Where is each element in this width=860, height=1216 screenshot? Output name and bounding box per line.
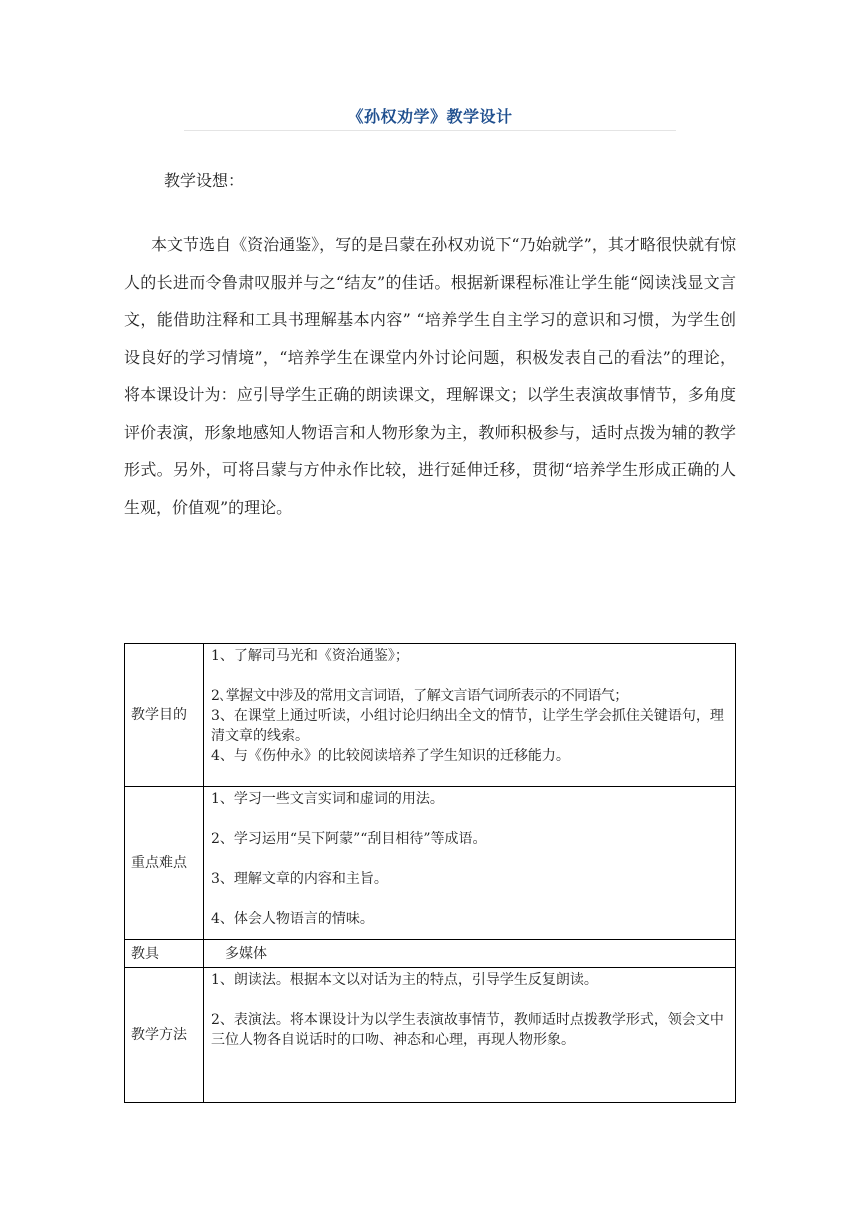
intro-paragraph: 本文节选自《资治通鉴》，写的是吕蒙在孙权劝说下“乃始就学”，其才略很快就有惊人的长进而令鲁肃叹服并与之“结友”的佳话。根据新课程标准让学生能“阅读浅显文言文，能借助注释和工具书理解基本内容” “培养学生自主学习的意识和习惯，为学生创设良好的学习情境”，“培养学生在课堂内外讨论问题，积极发表自己的看法”的理论，将本课设计为：应引导学生正确的朗读课文，理解课文；以学生表演故事情节，多角度评价表演，形象地感知人物语言和人物形象为主，教师积极参与，适时点拨为辅的教学形式。另外，可将吕蒙与方仲永作比较，进行延伸迁移，贯彻“培养学生形成正确的人生观，价值观”的理论。 <box>124 235 736 517</box>
goals-content <box>204 644 736 787</box>
title-divider <box>184 130 676 131</box>
tools-label: 教具 <box>125 940 204 968</box>
lesson-plan-table <box>124 643 736 1103</box>
key-points-item-2: 2、学习运用“吴下阿蒙”“刮目相待”等成语。 <box>211 831 487 847</box>
goals-item-2: 2､掌握文中涉及的常用文言词语，了解文言语气词所表示的不同语气； <box>211 688 628 704</box>
methods-label: 教学方法 <box>125 968 204 1103</box>
goals-item-3: 3、在课堂上通过听读，小组讨论归纳出全文的情节，让学生学会抓住关键语句，理清文章的线索。 <box>211 708 724 744</box>
methods-content <box>204 968 736 1103</box>
document-title: 《孙权劝学》教学设计 <box>347 107 513 126</box>
goals-item-1: 1、了解司马光和《资治通鉴》； <box>211 648 409 664</box>
key-points-item-3: 3、理解文章的内容和主旨。 <box>211 871 388 887</box>
table-row-methods <box>125 968 736 1103</box>
key-points-content <box>204 787 736 940</box>
key-points-item-4: 4、体会人物语言的情味。 <box>211 911 374 927</box>
table-row-tools <box>125 940 736 968</box>
methods-item-1: 1、朗读法。根据本文以对话为主的特点，引导学生反复朗读。 <box>211 972 598 988</box>
goals-label: 教学目的 <box>125 644 204 787</box>
key-points-item-1: 1、学习一些文言实词和虚词的用法。 <box>211 791 444 807</box>
table-row-goals <box>125 644 736 787</box>
section-label-teaching-idea: 教学设想： <box>164 171 245 190</box>
methods-item-2: 2、表演法。将本课设计为以学生表演故事情节，教师适时点拨教学形式，领会文中三位人物各自说话时的口吻、神态和心理，再现人物形象。 <box>211 1012 724 1048</box>
table-row-key-points <box>125 787 736 940</box>
tools-value: 多媒体 <box>204 940 736 968</box>
goals-item-4: 4、与《伤仲永》的比较阅读培养了学生知识的迁移能力。 <box>211 748 570 764</box>
key-points-label: 重点难点 <box>125 787 204 940</box>
